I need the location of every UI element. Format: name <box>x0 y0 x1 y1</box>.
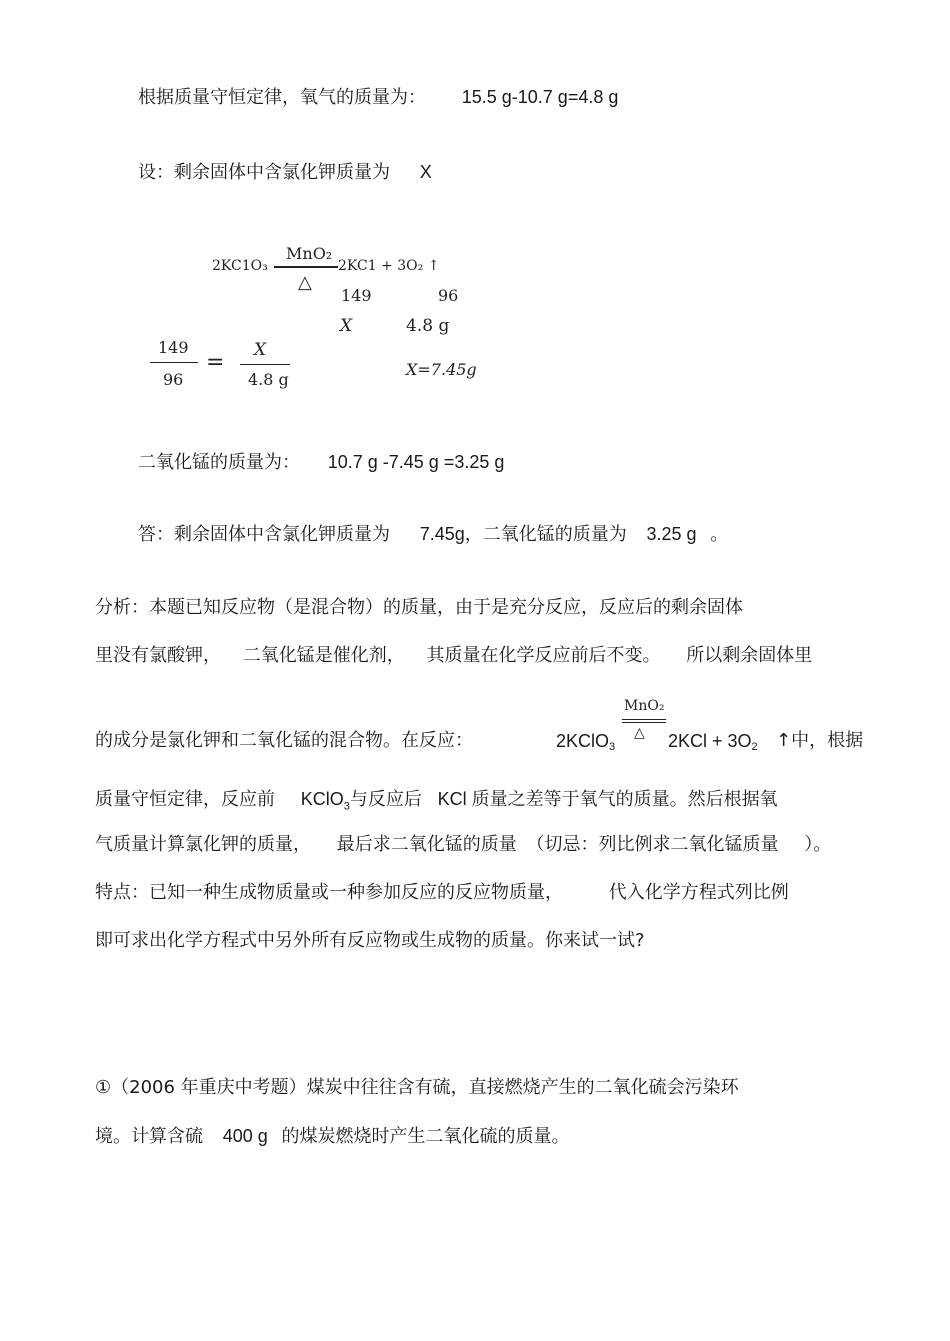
analysis-line-2-a: 里没有氯酸钾， <box>95 645 221 666</box>
answer-part-c: ，二氧化锰的质量为 <box>464 524 627 545</box>
analysis-inline-heat: △ <box>634 725 645 741</box>
oxygen-mass-value: 15.5 g-10.7 g=4.8 g <box>461 87 619 107</box>
analysis-line-4-d: KCl 质量之差等于氧气的质量。然后根据氧 <box>437 789 778 809</box>
analysis-inline-catalyst: MnO₂ <box>624 698 665 714</box>
answer-part-a: 答：剩余固体中含氯化钾质量为 <box>138 524 390 545</box>
let-x-variable: X <box>419 162 432 182</box>
oxygen-mass-label: 根据质量守恒定律，氧气的质量为： <box>138 87 426 108</box>
equation-arrow-line <box>274 266 338 268</box>
ratio-right-fraction-bar <box>240 364 290 365</box>
text-line-mno2-mass <box>138 450 504 475</box>
ratio-right-denominator: 4.8 g <box>248 370 289 389</box>
equation-mass-o2: 96 <box>438 286 459 305</box>
equation-mass-kcl: 149 <box>341 286 372 305</box>
analysis-line-3-tail: ↑中，根据 <box>776 730 864 751</box>
question-line-1: ①（2006 年重庆中考题）煤炭中往往含有硫，直接燃烧产生的二氧化硫会污染环 <box>95 1077 739 1098</box>
analysis-inline-reactant: 2KClO$_3$ <box>556 731 616 753</box>
feature-line-1-a: 特点：已知一种生成物质量或一种参加反应的反应物质量， <box>95 882 563 903</box>
ratio-right-numerator: X <box>254 340 267 360</box>
equation-products: 2KC1 + 3O₂ ↑ <box>338 258 440 274</box>
ratio-equals-sign: = <box>206 350 225 375</box>
equation-heat-symbol: △ <box>298 272 312 293</box>
mno2-mass-value: 10.7 g -7.45 g =3.25 g <box>327 452 505 472</box>
let-x-label: 设：剩余固体中含氯化钾质量为 <box>138 162 390 183</box>
analysis-line-2-d: 所以剩余固体里 <box>686 645 813 666</box>
text-line-let-x <box>138 160 432 185</box>
equation-result: X=7.45g <box>406 360 477 379</box>
ratio-left-fraction-bar <box>150 362 198 363</box>
feature-line-2: 即可求出化学方程式中另外所有反应物或生成物的质量。你来试一试? <box>95 930 645 951</box>
equation-reactant: 2KC1O₃ <box>212 258 268 274</box>
analysis-line-5-a: 气质量计算氯化钾的质量， <box>95 834 311 855</box>
analysis-line-2-c: 其质量在化学反应前后不变。 <box>426 645 661 666</box>
analysis-inline-arrow-line-top <box>622 719 666 720</box>
mno2-mass-label: 二氧化锰的质量为： <box>138 452 300 473</box>
analysis-line-5-d: ）。 <box>804 834 832 855</box>
equation-catalyst: MnO₂ <box>286 244 333 263</box>
equation-var-o2-mass: 4.8 g <box>406 316 450 336</box>
analysis-line-4-a: 质量守恒定律，反应前 <box>95 789 275 810</box>
analysis-line-5 <box>95 833 831 857</box>
feature-line-1 <box>95 881 789 905</box>
analysis-inline-arrow-line-bottom <box>622 722 666 723</box>
analysis-inline-products: $2KCl + 3O_2$ <box>668 731 758 753</box>
analysis-line-4 <box>95 787 778 819</box>
question-line-2-c: 的煤炭燃烧时产生二氧化硫的质量。 <box>281 1126 570 1147</box>
analysis-line-2-b: 二氧化锰是催化剂， <box>242 645 405 666</box>
question-sulfur-mass: 400 g <box>222 1126 268 1146</box>
analysis-line-2 <box>95 644 812 668</box>
analysis-line-5-b: 最后求二氧化锰的质量 <box>336 834 517 855</box>
analysis-line-3-text: 的成分是氯化钾和二氧化锰的混合物。在反应： <box>95 730 473 751</box>
question-line-2-a: 境。计算含硫 <box>95 1126 203 1147</box>
equation-var-x: X <box>340 316 353 336</box>
ratio-left-numerator: 149 <box>158 338 189 357</box>
feature-line-1-b: 代入化学方程式列比例 <box>608 882 789 903</box>
answer-kcl-mass: 7.45g <box>419 524 465 544</box>
question-line-2 <box>95 1124 570 1149</box>
analysis-line-4-c: 与反应后 <box>349 789 422 810</box>
answer-mno2-mass: 3.25 g <box>646 524 697 544</box>
answer-period: 。 <box>710 524 729 545</box>
text-line-oxygen-mass <box>138 85 618 110</box>
text-line-answer <box>138 522 728 547</box>
ratio-left-denominator: 96 <box>163 370 184 389</box>
analysis-line-5-c: （切忌：列比例求二氧化锰质量 <box>526 834 779 855</box>
analysis-line-4-kclo3: KClO$_3$ <box>300 789 350 813</box>
analysis-line-1: 分析：本题已知反应物（是混合物）的质量，由于是充分反应，反应后的剩余固体 <box>95 597 743 618</box>
